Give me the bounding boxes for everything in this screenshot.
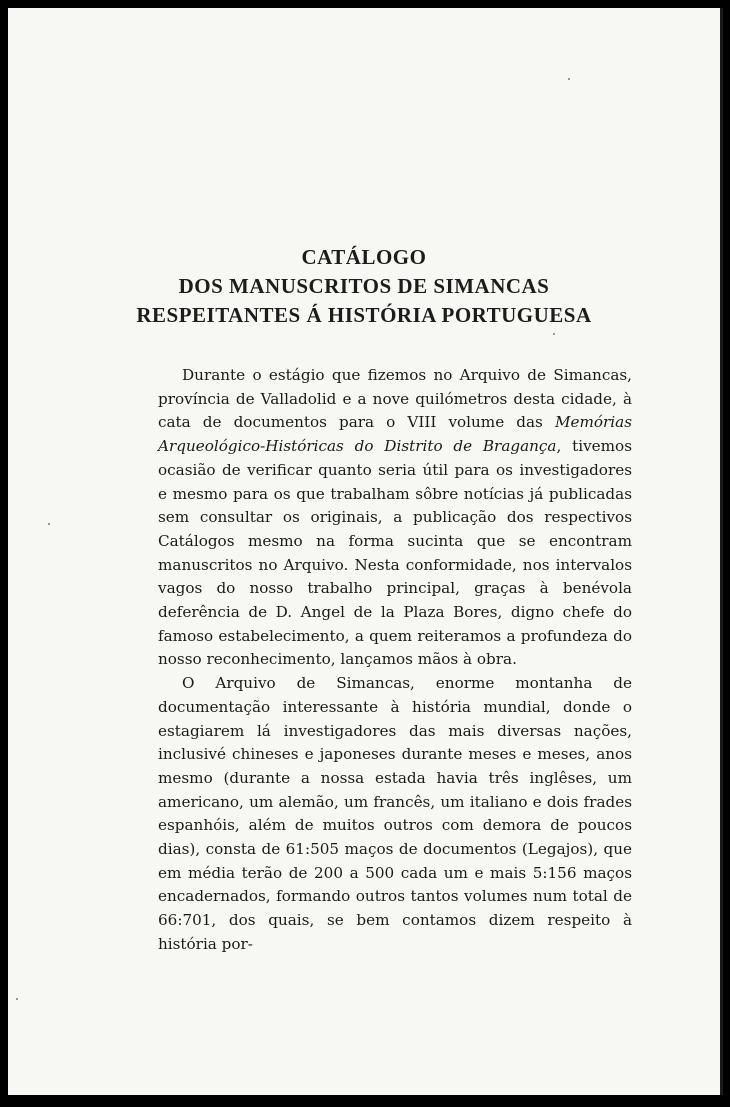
title-line-3: RESPEITANTES Á HISTÓRIA PORTUGUESA <box>136 303 592 327</box>
title-line-2: DOS MANUSCRITOS DE SIMANCAS <box>178 274 550 298</box>
paragraph-2: O Arquivo de Simancas, enorme montanha de documentação interessante à história mundial, donde o estagiarem lá investigadores das mais diversas nações, inclusivé chineses e japoneses durante meses e meses, anos mesmo (durante a nossa estada havia três inglêses, um americano, um alemão, um francês, um italiano e dois frades espanhóis, além de muitos outros com demora de poucos dias), consta de 61:505 maços de documentos (Legajos), que em média terão de 200 a 500 cada um e mais 5:156 maços encadernados, formando outros tantos volumes num total de 66:701, dos quais, se bem contamos dizem respeito à história por- <box>158 674 632 953</box>
paper-speck <box>48 523 50 525</box>
body-text <box>158 364 632 957</box>
document-page <box>8 8 723 1095</box>
book-title-italic: Memórias Arqueológico-Históricas do Distrito de Bragança <box>158 413 632 456</box>
paper-speck <box>568 78 570 80</box>
paragraph-1 <box>158 364 632 672</box>
paragraph-1-text-b: , tivemos ocasião de verificar quanto seria útil para os investigadores e mesmo para os que trabalham sôbre notícias já publicadas sem consultar os originais, a publicação dos respectivos Catálogos mesmo na forma sucinta que se encontram manuscritos no Arquivo. Nesta conformidade, nos intervalos vagos do nosso trabalho principal, graças à benévola deferência de D. Angel de la Plaza Bores, digno chefe do famoso estabelecimento, a quem reiteramos a profundeza do nosso reconhecimento, lançamos mãos à obra. <box>158 437 632 669</box>
title-line-1: CATÁLOGO <box>301 245 427 269</box>
paragraph-1-text-a: Durante o estágio que fizemos no Arquivo de Simancas, província de Valladolid e a nove quilómetros desta cidade, à cata de documentos para o VIII volume das <box>158 366 632 432</box>
paper-speck <box>16 998 18 1000</box>
paper-speck <box>553 333 555 335</box>
